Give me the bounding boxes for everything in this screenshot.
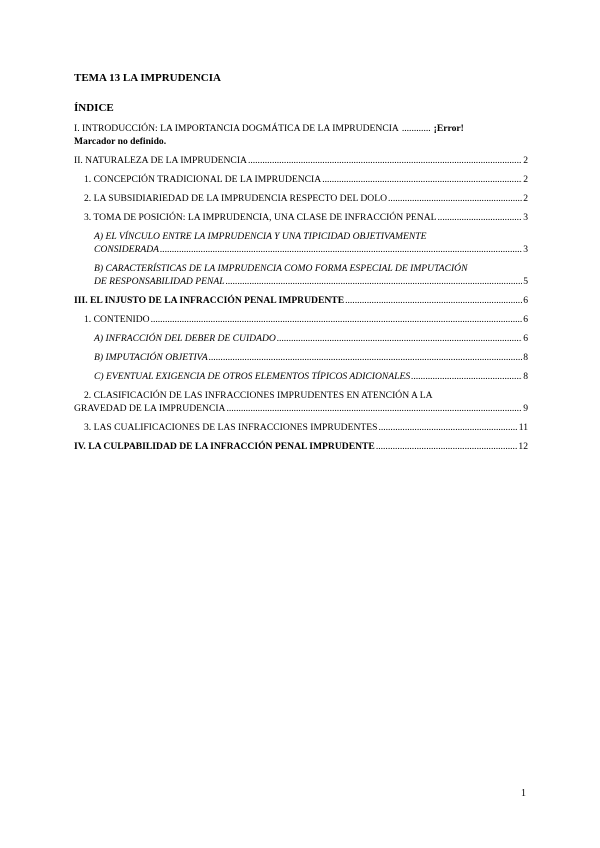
toc-entry-text: B) IMPUTACIÓN OBJETIVA: [94, 352, 208, 363]
toc-entry-dots: [376, 440, 518, 453]
toc-entry-text: III. EL INJUSTO DE LA INFRACCIÓN PENAL IMPRUDENTE: [74, 295, 345, 306]
toc-entry-text: 3. LAS CUALIFICACIONES DE LAS INFRACCIONES IMPRUDENTES: [84, 422, 378, 433]
toc-entry-introduccion[interactable]: [74, 122, 528, 135]
toc-entry-dots: [160, 243, 522, 256]
toc-entry-dots: [322, 173, 522, 186]
toc-entry-text: I. INTRODUCCIÓN: LA IMPORTANCIA DOGMÁTICA DE LA IMPRUDENCIA: [74, 123, 399, 134]
toc-entry-dots: [248, 154, 522, 167]
toc-entry-page: 9: [523, 403, 528, 414]
toc-entry-page: 8: [523, 371, 528, 382]
toc-entry-dots: [209, 351, 523, 364]
toc-error-continuation: Marcador no definido.: [74, 136, 167, 147]
toc-entry-text: IV. LA CULPABILIDAD DE LA INFRACCIÓN PENAL IMPRUDENTE: [74, 441, 375, 452]
toc-entry-page: 5: [523, 276, 528, 287]
toc-entry-cualificaciones[interactable]: [74, 421, 528, 434]
toc-error-text: ¡Error!: [433, 123, 464, 134]
toc-entry-text: II. NATURALEZA DE LA IMPRUDENCIA: [74, 155, 247, 166]
toc-entry-dots: [388, 192, 522, 205]
toc-entry-dots: [438, 211, 523, 224]
toc-entry-dots: [378, 421, 517, 434]
toc-entry-naturaleza[interactable]: [74, 154, 528, 167]
toc-entry-dots: [226, 275, 523, 288]
toc-entry-text: DE RESPONSABILIDAD PENAL: [94, 276, 225, 287]
document-title: TEMA 13 LA IMPRUDENCIA: [74, 72, 221, 84]
toc-entry-concepcion-tradicional[interactable]: [74, 173, 528, 186]
toc-entry-page: 6: [523, 295, 528, 306]
toc-entry-dots: [226, 402, 522, 415]
toc-entry-text: 1. CONTENIDO: [84, 314, 150, 325]
toc-entry-dots: [277, 332, 522, 345]
toc-entry-vinculo-line1[interactable]: A) EL VÍNCULO ENTRE LA IMPRUDENCIA Y UNA TIPICIDAD OBJETIVAMENTE: [94, 231, 427, 242]
toc-entry-subsidiariedad[interactable]: [74, 192, 528, 205]
toc-entry-text: C) EVENTUAL EXIGENCIA DE OTROS ELEMENTOS TÍPICOS ADICIONALES: [94, 371, 411, 382]
toc-entry-page: 3: [523, 212, 528, 223]
toc-entry-dots: [411, 370, 522, 383]
toc-entry-text: A) INFRACCIÓN DEL DEBER DE CUIDADO: [94, 333, 276, 344]
toc-entry-culpabilidad[interactable]: [74, 440, 528, 453]
toc-entry-page: 2: [523, 155, 528, 166]
toc-entry-page: 8: [523, 352, 528, 363]
toc-entry-clasificacion-line1[interactable]: 2. CLASIFICACIÓN DE LAS INFRACCIONES IMPRUDENTES EN ATENCIÓN A LA: [84, 390, 433, 401]
toc-entry-page: 6: [523, 333, 528, 344]
table-of-contents: [74, 122, 528, 453]
toc-entry-dots: [345, 294, 522, 307]
toc-entry-page: 11: [518, 422, 528, 433]
toc-entry-page: 3: [523, 244, 528, 255]
toc-entry-page: 2: [523, 193, 528, 204]
toc-entry-contenido[interactable]: [74, 313, 528, 326]
toc-entry-text: 3. TOMA DE POSICIÓN: LA IMPRUDENCIA, UNA CLASE DE INFRACCIÓN PENAL: [84, 212, 437, 223]
toc-entry-text: GRAVEDAD DE LA IMPRUDENCIA: [74, 403, 226, 414]
toc-entry-infraccion-deber[interactable]: [74, 332, 528, 345]
toc-entry-caracteristicas-line1[interactable]: B) CARACTERÍSTICAS DE LA IMPRUDENCIA COMO FORMA ESPECIAL DE IMPUTACIÓN: [94, 263, 468, 274]
toc-entry-text: 2. LA SUBSIDIARIEDAD DE LA IMPRUDENCIA RESPECTO DEL DOLO: [84, 193, 388, 204]
toc-entry-imputacion-objetiva[interactable]: [74, 351, 528, 364]
toc-entry-injusto[interactable]: [74, 294, 528, 307]
toc-entry-dots: [151, 313, 523, 326]
toc-entry-text: 1. CONCEPCIÓN TRADICIONAL DE LA IMPRUDENCIA: [84, 174, 322, 185]
toc-entry-dots: ............: [401, 123, 431, 134]
index-heading: ÍNDICE: [74, 102, 114, 114]
toc-entry-toma-de-posicion[interactable]: [74, 211, 528, 224]
toc-entry-page: 2: [523, 174, 528, 185]
toc-entry-caracteristicas[interactable]: [74, 275, 528, 288]
toc-entry-eventual-exigencia[interactable]: [74, 370, 528, 383]
toc-entry-page: 6: [523, 314, 528, 325]
toc-entry-text: CONSIDERADA: [94, 244, 160, 255]
page-number: 1: [521, 788, 526, 799]
toc-entry-clasificacion[interactable]: [74, 402, 528, 415]
toc-entry-vinculo[interactable]: [74, 243, 528, 256]
toc-entry-page: 12: [518, 441, 528, 452]
